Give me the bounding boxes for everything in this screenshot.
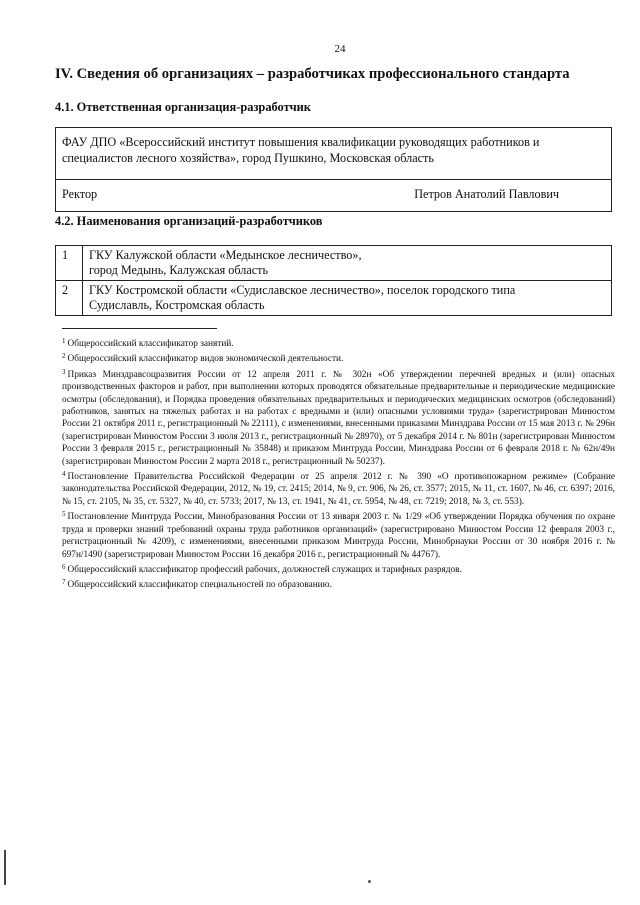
org-name-row — [56, 128, 612, 180]
footnote — [62, 366, 615, 468]
table-row — [56, 281, 612, 316]
page-number: 24 — [334, 43, 346, 55]
footnote — [62, 335, 615, 350]
org-line: ГКУ Калужской области «Медынское лесничество», — [89, 248, 362, 262]
footnote-text: Постановление Минтруда России, Минобразования России от 13 января 2003 г. № 1/29 «Об утверждении Порядка обучения по охране труда и проверки знаний требований охраны труда работников организаций» (зарегистрировано Минюстом России 12 февраля 2003 г., регистрационный № 4209), с изменениями, внесенными приказом Минтруда России, Минобрнауки России от 30 ноября 2016 г. № 697н/1490 (зарегистрирован Минюстом России 16 декабря 2016 г., регистрационный № 44767). — [62, 512, 615, 560]
org-line: Судиславль, Костромская область — [89, 298, 265, 312]
footnote-mark: 4 — [62, 470, 66, 479]
footnote-text: Приказ Минздравсоцразвития России от 12 апреля 2011 г. № 302н «Об утверждении перечней вредных и (или) опасных производственных факторов и работ, при выполнении которых проводятся обязательные предварительные и периодические медицинские осмотры (обследования), и Порядка проведения обязательных предварительных и периодических медицинских осмотров (обследований) работников, занятых на тяжелых работах и на работах с вредными и (или) опасными условиями труда» (зарегистрирован Минюстом России 21 октября 2011 г., регистрационный № 22111), с изменениями, внесенными приказами Минздрава России от 15 мая 2013 г. № 296н (зарегистрирован Минюстом России 3 июля 2013 г., регистрационный № 28970), от 5 декабря 2014 г. № 801н (зарегистрирован Минюстом России 3 февраля 2015 г., регистрационный № 35848) и приказом Минтруда России, Минздрава России от 6 февраля 2018 г. № 62н/49н (зарегистрирован Минюстом России 2 марта 2018 г., регистрационный № 50237). — [62, 369, 615, 467]
subsection-title-developer-orgs: 4.2. Наименования организаций-разработчиков — [55, 214, 323, 228]
footnote-mark: 6 — [62, 562, 66, 571]
scan-speck — [368, 880, 371, 883]
row-number: 1 — [56, 246, 83, 281]
footnote-text: Общероссийский классификатор профессий рабочих, должностей служащих и тарифных разрядов. — [67, 564, 462, 575]
footnote-text: Постановление Правительства Российской Федерации от 25 апреля 2012 г. № 390 «О противопожарном режиме» (Собрание законодательства Российской Федерации, 2012, № 19, ст. 2415; 2014, № 9, ст. 906, № 26, ст. 3577; 2015, № 11, ст. 1607, № 46, ст. 6397; 2016, № 15, ст. 2105, № 35, ст. 5327, № 40, ст. 5733; 2017, № 13, ст. 1941, № 41, ст. 5954, № 48, ст. 7219; 2018, № 3, ст. 553). — [62, 472, 615, 507]
footnote — [62, 508, 615, 561]
org-line: ГКУ Костромской области «Судиславское лесничество», поселок городского типа — [89, 283, 516, 297]
developer-orgs-table — [55, 245, 612, 316]
footnote-mark: 3 — [62, 367, 66, 376]
scan-edge-mark — [4, 850, 6, 885]
org-line: город Медынь, Калужская область — [89, 263, 269, 277]
org-cell — [83, 246, 612, 281]
head-name: Петров Анатолий Павлович — [414, 187, 559, 201]
footnote — [62, 350, 615, 365]
org-head-cell — [56, 180, 612, 212]
org-name-cell — [56, 128, 612, 180]
footnote-mark: 1 — [62, 337, 66, 345]
footnote — [62, 576, 615, 591]
footnote-separator — [62, 328, 217, 329]
org-name-line: специалистов лесного хозяйства», город Пушкино, Московская область — [62, 151, 434, 165]
row-number: 2 — [56, 281, 83, 316]
org-cell — [83, 281, 612, 316]
footnote-text: Общероссийский классификатор занятий. — [67, 339, 234, 349]
footnote-text: Общероссийский классификатор специальностей по образованию. — [67, 580, 332, 591]
org-name-line: ФАУ ДПО «Всероссийский институт повышения квалификации руководящих работников и — [62, 135, 540, 149]
footnote-text: Общероссийский классификатор видов экономической деятельности. — [67, 354, 344, 365]
footnote-mark: 2 — [62, 352, 66, 361]
footnote-mark: 7 — [62, 578, 66, 587]
section-title: IV. Сведения об организациях – разработчиках профессионального стандарта — [55, 66, 570, 82]
footnote-mark: 5 — [62, 510, 66, 519]
subsection-title-responsible-org: 4.1. Ответственная организация-разработчик — [55, 100, 311, 114]
org-head-row — [56, 180, 612, 212]
footnote — [62, 561, 615, 576]
responsible-org-table — [55, 127, 612, 212]
head-position: Ректор — [62, 187, 98, 201]
table-row — [56, 246, 612, 281]
footnotes — [62, 335, 615, 592]
footnote — [62, 468, 615, 508]
